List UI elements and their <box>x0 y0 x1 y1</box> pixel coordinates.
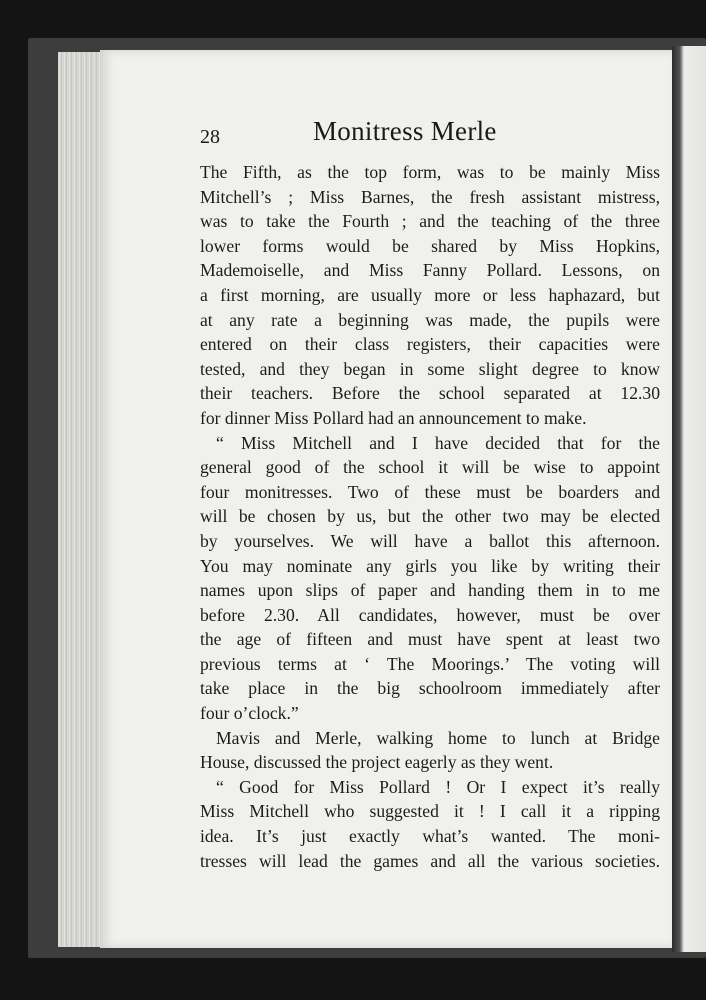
text-line: general good of the school it will be wise to appoint <box>200 457 660 478</box>
text-line: names upon slips of paper and handing them in to me <box>200 580 660 601</box>
text-line: take place in the big schoolroom immediately after <box>200 678 660 699</box>
text-line: entered on their class registers, their capacities were <box>200 334 660 355</box>
text-line: will be chosen by us, but the other two may be elected <box>200 506 660 527</box>
text-line: idea. It’s just exactly what’s wanted. The moni- <box>200 826 660 847</box>
body-text <box>200 160 660 873</box>
page-number: 28 <box>200 126 220 148</box>
text-line: Miss Mitchell who suggested it ! I call it a ripping <box>200 801 660 822</box>
book-spine <box>672 46 706 952</box>
page-header <box>200 116 660 156</box>
text-line: Mavis and Merle, walking home to lunch at Bridge <box>216 727 660 748</box>
text-line: Mitchell’s ; Miss Barnes, the fresh assistant mistress, <box>200 186 660 207</box>
text-line: four o’clock.” <box>200 703 299 724</box>
text-line: their teachers. Before the school separated at 12.30 <box>200 383 660 404</box>
text-line: before 2.30. All candidates, however, must be over <box>200 604 660 625</box>
text-line: the age of fifteen and must have spent at least two <box>200 629 660 650</box>
text-line: You may nominate any girls you like by writing their <box>200 555 660 576</box>
text-line: lower forms would be shared by Miss Hopkins, <box>200 235 660 256</box>
text-line: for dinner Miss Pollard had an announcement to make. <box>200 407 587 428</box>
text-line: House, discussed the project eagerly as they went. <box>200 752 554 773</box>
text-line: was to take the Fourth ; and the teaching of the three <box>200 211 660 232</box>
text-line: by yourselves. We will have a ballot this afternoon. <box>200 530 660 551</box>
text-line: Mademoiselle, and Miss Fanny Pollard. Lessons, on <box>200 260 660 281</box>
text-line: tested, and they began in some slight degree to know <box>200 358 660 379</box>
running-title: Monitress Merle <box>313 116 497 146</box>
text-line: The Fifth, as the top form, was to be mainly Miss <box>200 162 660 182</box>
text-line: “ Miss Mitchell and I have decided that for the <box>216 432 660 453</box>
text-line: tresses will lead the games and all the various societies. <box>200 850 660 871</box>
text-line: previous terms at ‘ The Moorings.’ The voting will <box>200 653 660 674</box>
text-line: four monitresses. Two of these must be boarders and <box>200 481 660 502</box>
text-line: at any rate a beginning was made, the pupils were <box>200 309 660 330</box>
text-line: “ Good for Miss Pollard ! Or I expect it’s really <box>216 776 660 797</box>
text-line: a first morning, are usually more or less haphazard, but <box>200 284 660 305</box>
